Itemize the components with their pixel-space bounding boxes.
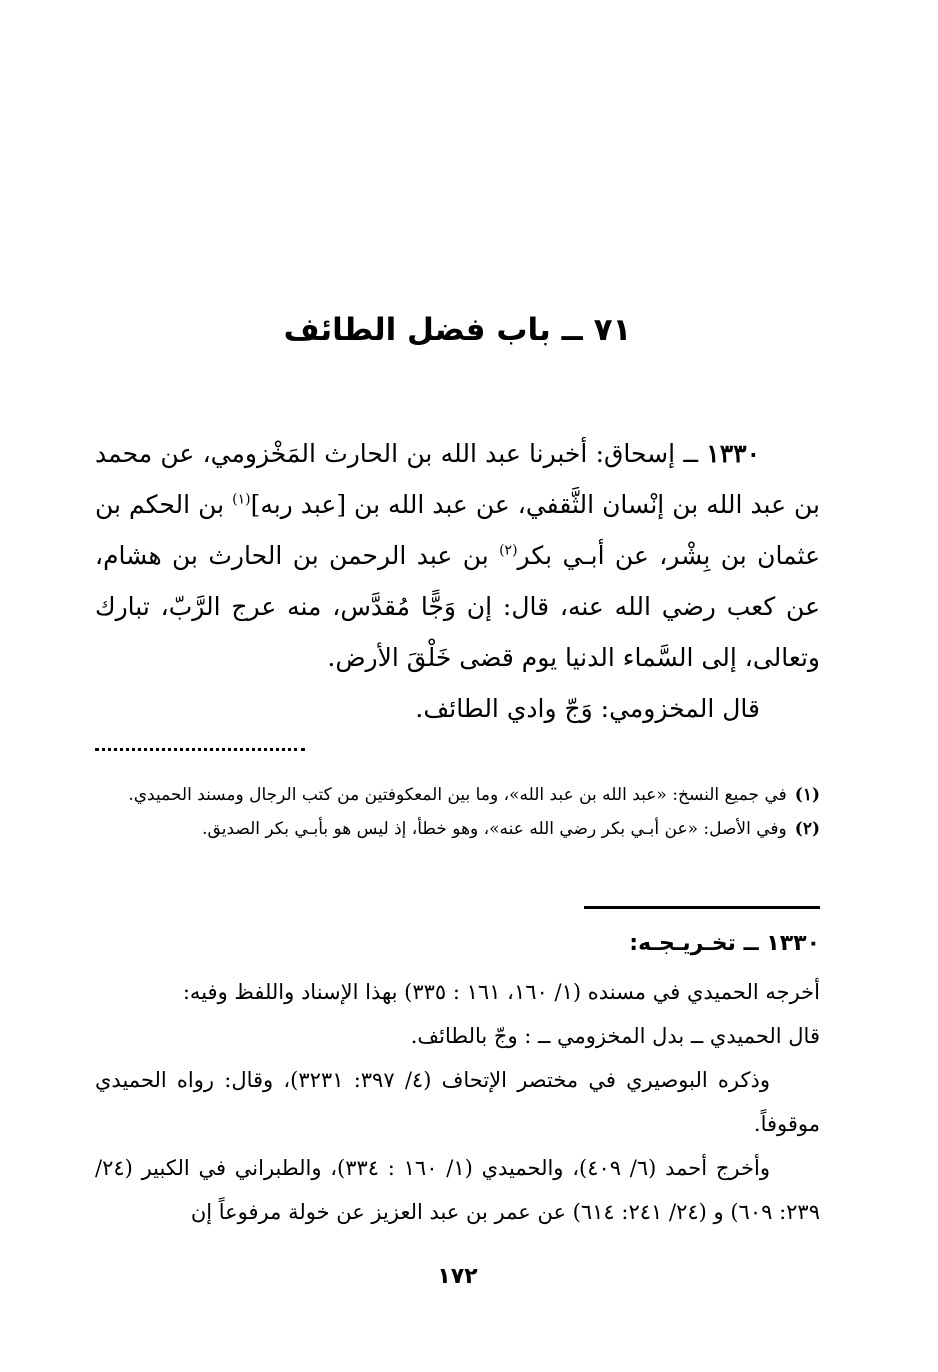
takhrij-body — [95, 970, 820, 1234]
takhrij-number: ١٣٣٠ — [766, 931, 820, 956]
footnote-1-marker: (١) — [794, 785, 820, 805]
hadith-text-part-2: بن الحكم بن عثمان بن بِشْر، عن أبـي بكر — [95, 490, 820, 570]
footnote-2-text: وفي الأصل: «عن أبـي بكر رضي الله عنه»، وهو خطأ، إذ ليس هو بأبـي بكر الصديق. — [202, 819, 787, 839]
page-number: ١٧٢ — [437, 1264, 478, 1289]
takhrij-paragraph-3: وذكره البوصيري في مختصر الإتحاف (٤/ ٣٩٧: ٣٢٣١)، وقال: رواه الحميدي موقوفاً. — [95, 1068, 820, 1136]
footnotes — [95, 778, 820, 846]
takhrij-paragraph-2: قال الحميدي ــ بدل المخزومي ــ : وجّ بالطائف. — [410, 1024, 820, 1048]
takhrij-heading — [629, 926, 820, 962]
hadith-block — [95, 428, 820, 734]
footnote-separator-dots — [95, 748, 305, 751]
footnote-2-marker: (٢) — [794, 819, 820, 839]
chapter-title: ٧١ ــ باب فضل الطائف — [283, 312, 632, 348]
footnote-ref-2[interactable]: (٢) — [499, 542, 518, 559]
hadith-text — [95, 428, 820, 683]
book-page — [95, 0, 820, 1372]
section-divider — [584, 906, 820, 909]
footnote-2 — [95, 812, 820, 846]
hadith-text-part-1: إسحاق: أخبرنا عبد الله بن الحارث المَخْزومي، عن محمد بن عبد الله بن إنْسان الثَّقفي، عن عبد الله بن [عبد ربه] — [95, 439, 820, 519]
takhrij-paragraph-1: أخرجه الحميدي في مسنده (١/ ١٦٠، ١٦١ : ٣٣٥) بهذا الإسناد واللفظ وفيه: — [182, 980, 820, 1004]
footnote-1-text: في جميع النسخ: «عبد الله بن عبد الله»، وما بين المعكوفتين من كتب الرجال ومسند الحميدي. — [128, 785, 787, 805]
hadith-text-part-3: بن عبد الرحمن بن الحارث بن هشام، عن كعب رضي الله عنه، قال: إن وَجًّا مُقدَّس، منه عرج الرَّبّ، تبارك وتعالى، إلى السَّماء الدنيا يوم قضى خَلْقَ الأرض. — [95, 541, 820, 672]
hadith-separator: ــ — [675, 439, 707, 468]
hadith-number: ١٣٣٠ — [706, 439, 761, 468]
takhrij-paragraph-4: وأخرج أحمد (٦/ ٤٠٩)، والحميدي (١/ ١٦٠ : ٣٣٤)، والطبراني في الكبير (٢٤/ ٢٣٩: ٦٠٩) و (٢٤/ ٢٤١: ٦١٤) عن عمر بن عبد العزيز عن خولة مرفوعاً إن — [95, 1156, 820, 1224]
footnote-ref-1[interactable]: (١) — [232, 491, 251, 508]
hadith-closing: قال المخزومي: وَجّ وادي الطائف. — [415, 694, 760, 723]
takhrij-heading-label: ــ تخـريـجـه: — [629, 931, 767, 956]
footnote-1 — [95, 778, 820, 812]
